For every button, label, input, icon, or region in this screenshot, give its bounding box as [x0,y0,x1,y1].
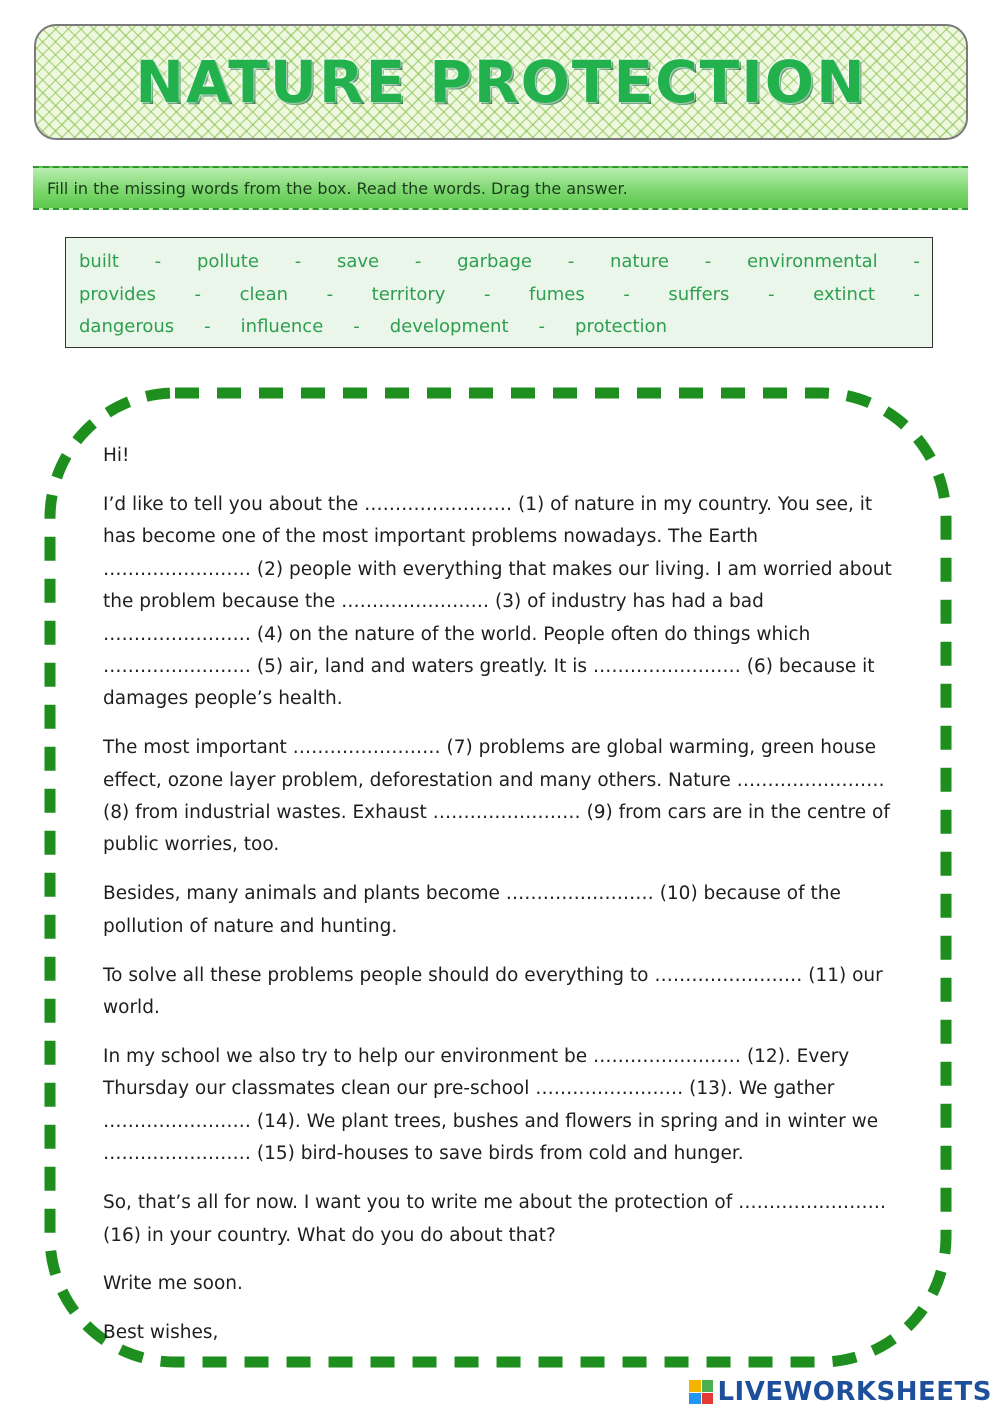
word-nature[interactable]: nature [609,251,669,272]
word-garbage[interactable]: garbage [457,251,532,272]
word-separator: - [353,316,360,337]
word-separator: - [204,316,211,337]
letter-greeting: Hi! [103,445,130,466]
word-separator: - [326,283,334,305]
word-built[interactable]: built [79,251,119,272]
word-separator: - [704,251,712,272]
word-separator: - [294,251,302,272]
word-environmental[interactable]: environmental [746,251,878,272]
word-protection[interactable]: protection [575,316,667,337]
letter-paragraph-2: The most important …………………… (7) problems are global warming, green house effect, ozone layer problem, deforestation and many others. Nature …………………… (8) from industrial wastes. Exhaust …………………… (9) from cars are in the centre of public worries, too. [103,737,890,856]
word-extinct[interactable]: extinct [813,283,875,305]
word-box-line-3 [79,311,920,344]
letter-closing-1: Write me soon. [103,1273,243,1295]
letter-body [103,440,903,1366]
letter-paragraph-3: Besides, many animals and plants become …………………… (10) because of the pollution of nature and hunting. [103,883,841,937]
letter-paragraph-5: In my school we also try to help our environment be …………………… (12). Every Thursday our classmates clean our pre-school …………………… (13). We gather …………………… (14). We plant trees, bushes and flowers in spring and in winter we …………………… (15) bird-houses to save birds from cold and hunger. [103,1046,879,1165]
word-box-line-1 [79,246,920,279]
letter-closing-2: Best wishes, [103,1322,219,1344]
letter-paragraph-6: So, that’s all for now. I want you to write me about the protection of …………………… (16) in your country. What do you do about that? [103,1192,887,1246]
word-dangerous[interactable]: dangerous [79,316,175,337]
word-separator: - [414,251,422,272]
word-clean[interactable]: clean [239,283,289,305]
letter-paragraph-1: I’d like to tell you about the …………………… (1) of nature in my country. You see, it has become one of the most important problems nowadays. The Earth …………………… (2) people with everything that makes our living. I am worried about the problem because the …………………… (3) of industry has had a bad …………………… (4) on the nature of the world. People often do things which …………………… (5) air, land and waters greatly. It is …………………… (6) because it damages people’s health. [103,493,892,710]
liveworksheets-brand-text: LIVEWORKSHEETS [717,1377,992,1407]
word-separator: - [768,283,775,305]
word-separator: - [913,283,920,305]
word-separator: - [154,251,162,272]
word-separator: - [483,283,491,305]
word-suffers[interactable]: suffers [668,283,730,305]
letter-paragraph-4: To solve all these problems people should do everything to …………………… (11) our world. [103,964,883,1019]
instruction-bar [33,166,968,210]
word-box [65,237,933,348]
title-banner [34,24,968,140]
word-separator: - [538,316,546,337]
word-separator: - [623,283,630,305]
word-save[interactable]: save [336,251,380,272]
word-provides[interactable]: provides [79,283,156,305]
word-influence[interactable]: influence [240,316,324,337]
word-development[interactable]: development [389,316,509,337]
word-separator: - [194,283,202,305]
word-separator: - [913,251,920,272]
liveworksheets-watermark[interactable] [689,1375,992,1409]
word-box-line-2 [79,279,920,312]
word-fumes[interactable]: fumes [529,283,585,305]
liveworksheets-logo-icon [689,1380,713,1404]
word-pollute[interactable]: pollute [196,251,259,272]
word-territory[interactable]: territory [371,283,446,305]
word-separator: - [567,251,575,272]
instruction-text: Fill in the missing words from the box. Read the words. Drag the answer. [47,178,628,198]
page-title: NATURE PROTECTION [135,48,867,116]
